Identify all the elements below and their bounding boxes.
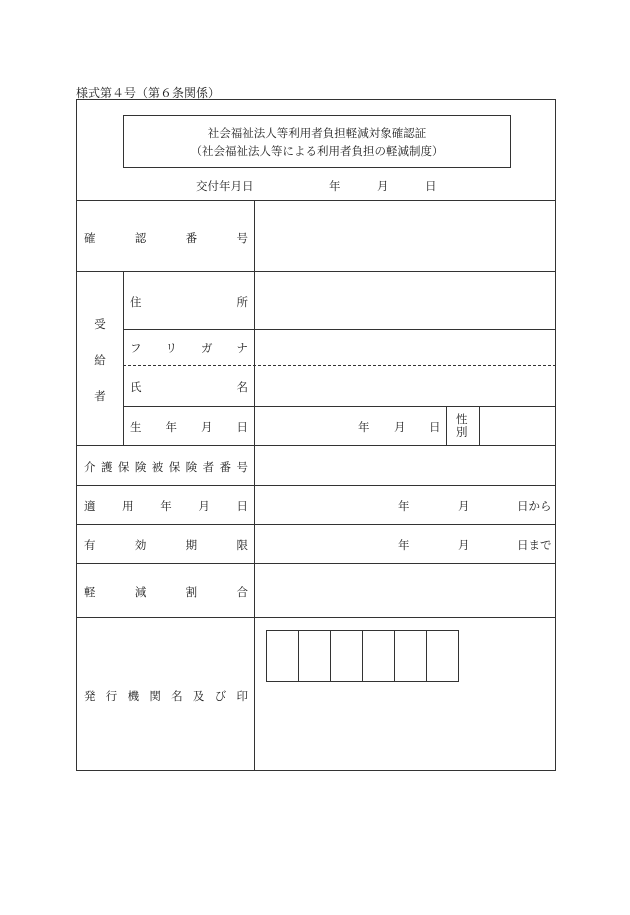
insurer-number-box[interactable] (266, 630, 299, 682)
birthdate-month: 月 (394, 420, 406, 434)
gender-label: 性 別 (456, 412, 468, 439)
form-subtitle: （社会福祉法人等による利用者負担の軽減制度） (190, 143, 444, 158)
insurer-number-box[interactable] (394, 630, 427, 682)
start-date-month: 月 (458, 499, 470, 513)
address-field[interactable] (255, 272, 555, 329)
recipient-group-label: 受 給 者 (94, 317, 106, 403)
start-date-suffix: 日から (517, 499, 552, 513)
column-divider (446, 406, 447, 445)
confirmation-number-label: 確 認 番 号 (84, 231, 248, 245)
name-label: 氏 名 (130, 380, 248, 394)
reduction-rate-label: 軽 減 割 合 (84, 585, 248, 599)
issuer-label: 発 行 機 関 名 及 び 印 (84, 689, 248, 703)
name-field[interactable] (255, 366, 555, 406)
issue-date-year: 年 (329, 179, 341, 193)
insurer-number-box[interactable] (298, 630, 331, 682)
issue-date-day: 日 (425, 179, 437, 193)
issue-date-label: 交付年月日 (196, 179, 254, 193)
expiry-date-suffix: 日まで (517, 538, 552, 552)
issue-date-month: 月 (377, 179, 389, 193)
divider (76, 485, 556, 486)
address-label: 住 所 (130, 295, 248, 309)
insurer-number-box[interactable] (330, 630, 363, 682)
furigana-label: フ リ ガ ナ (130, 341, 248, 355)
form-code: 様式第４号（第６条関係） (76, 86, 221, 100)
insurer-number-box[interactable] (362, 630, 395, 682)
insured-number-field[interactable] (255, 446, 555, 485)
gender-field[interactable] (480, 407, 555, 445)
form-title-box (123, 115, 511, 168)
form-title: 社会福祉法人等利用者負担軽減対象確認証 (207, 125, 427, 140)
birthdate-day: 日 (429, 420, 441, 434)
divider (76, 617, 556, 618)
expiry-date-label: 有 効 期 限 (84, 538, 248, 552)
reduction-rate-field[interactable] (255, 564, 555, 617)
divider (76, 524, 556, 525)
furigana-field[interactable] (255, 330, 555, 365)
insurer-number-box[interactable] (426, 630, 459, 682)
birthdate-year: 年 (358, 420, 370, 434)
expiry-date-year: 年 (398, 538, 410, 552)
start-date-label: 適 用 年 月 日 (84, 499, 248, 513)
expiry-date-month: 月 (458, 538, 470, 552)
birthdate-label: 生 年 月 日 (130, 420, 248, 434)
start-date-year: 年 (398, 499, 410, 513)
column-divider (123, 271, 124, 445)
confirmation-number-field[interactable] (255, 201, 555, 271)
insured-number-label: 介 護 保 険 被 保 険 者 番 号 (84, 460, 248, 474)
